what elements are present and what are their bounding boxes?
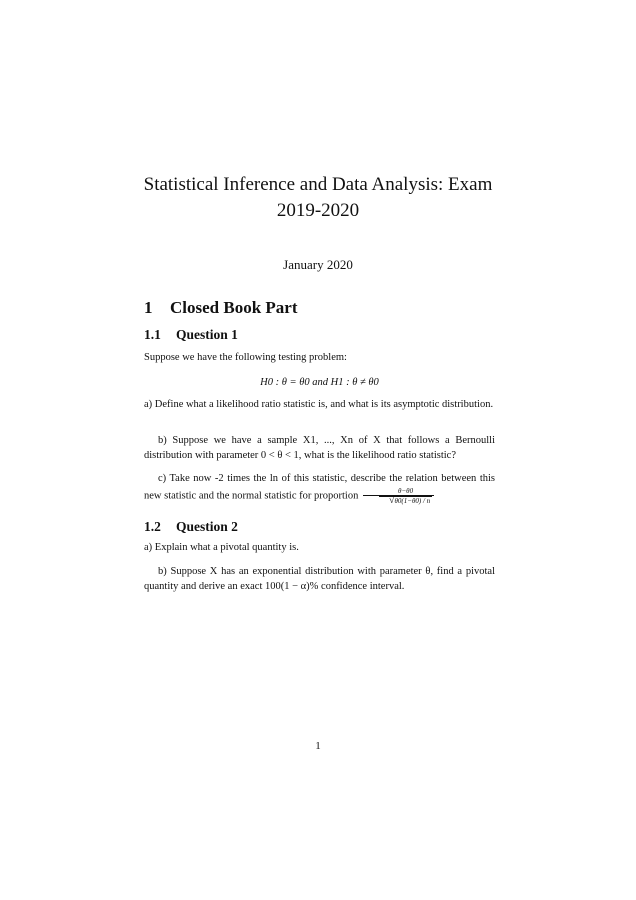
q1-hypothesis: H0 : θ = θ0 and H1 : θ ≠ θ0 <box>260 377 379 388</box>
q1-intro: Suppose we have the following testing problem: <box>144 352 347 363</box>
subsection-heading-q2 <box>144 519 238 535</box>
subsection-title: Question 2 <box>176 519 238 534</box>
q1-part-a: a) Define what a likelihood ratio statistic is, and what is its asymptotic distribution. <box>144 399 494 410</box>
fraction-denominator: √ θ0(1−θ0) / n <box>379 496 432 505</box>
section-heading <box>144 298 298 318</box>
document-date: January 2020 <box>283 257 353 272</box>
proportion-statistic-fraction <box>363 487 434 505</box>
section-number: 1 <box>144 298 153 317</box>
section-title: Closed Book Part <box>170 298 298 317</box>
document-title <box>100 172 536 224</box>
title-line-2: 2019-2020 <box>276 200 360 221</box>
title-line-1: Statistical Inference and Data Analysis: Exam <box>143 174 493 195</box>
q1-part-b: b) Suppose we have a sample X1, ..., Xn of X that follows a Bernoulli distribution with parameter 0 < θ < 1, what is the likelihood ratio statistic? <box>144 435 495 461</box>
subsection-number: 1.1 <box>144 327 161 342</box>
q2-part-a: a) Explain what a pivotal quantity is. <box>144 542 299 553</box>
subsection-title: Question 1 <box>176 327 238 342</box>
fraction-numerator: θ−θ0 <box>363 487 434 496</box>
q1-part-c <box>144 472 495 505</box>
subsection-number: 1.2 <box>144 519 161 534</box>
page-number: 1 <box>315 740 321 752</box>
subsection-heading-q1 <box>144 327 238 343</box>
q2-part-b: b) Suppose X has an exponential distribution with parameter θ, find a pivotal quantity and derive an exact 100(1 − α)% confidence interval. <box>144 566 495 592</box>
q1-part-c-text: c) Take now -2 times the ln of this statistic, describe the relation between this new statistic and the normal statistic for proportion <box>144 473 495 501</box>
